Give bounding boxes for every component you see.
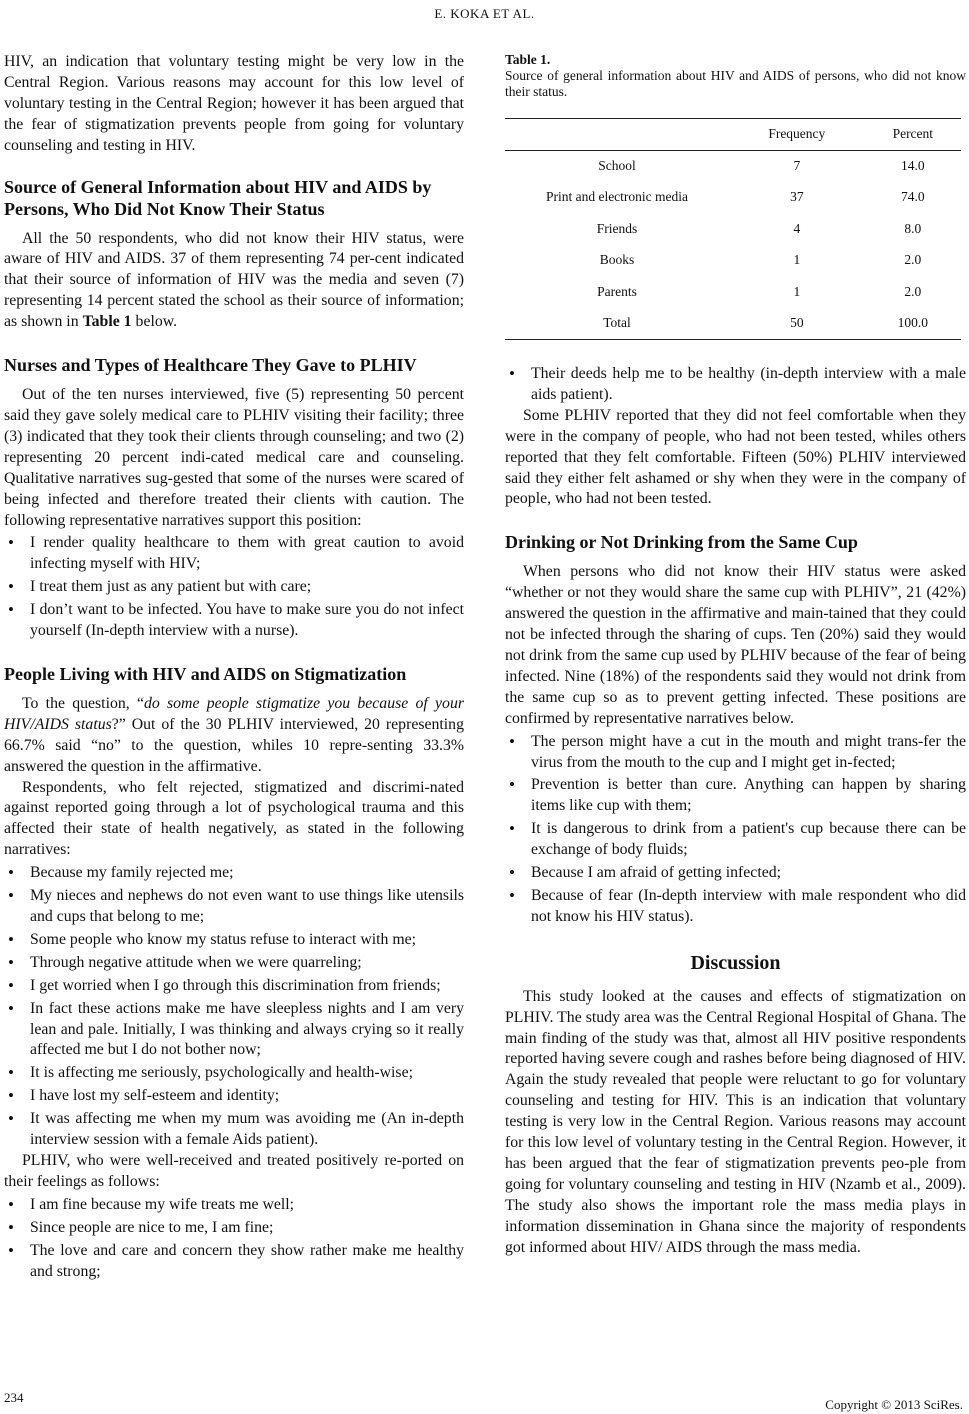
list-item: • I have lost my self-esteem and identity; [4, 1086, 464, 1107]
list-item: • Prevention is better than cure. Anything can happen by sharing items like cup with them; [505, 775, 966, 817]
table-row [505, 182, 961, 214]
list-item: • Their deeds help me to be healthy (in-depth interview with a male aids patient). [505, 364, 966, 406]
list-item: • My nieces and nephews do not even want to use things like utensils and cups that belong to me; [4, 886, 464, 928]
comfort-paragraph: Some PLHIV reported that they did not feel comfortable when they were in the company of people, who had not been tested, whiles others reported that they felt comfortable. Fifteen (50%) PLHIV interviewed said they either felt ashamed or shy when they were in the company of people, who had not been tested. [505, 406, 966, 508]
list-item: • I get worried when I go through this discrimination from friends; [4, 976, 464, 997]
section-heading-same-cup: Drinking or Not Drinking from the Same Cup [505, 532, 858, 553]
section-heading-source-info: Source of General Information about HIV and AIDS by Persons, Who Did Not Know Their Status [4, 176, 432, 219]
list-item: • Some people who know my status refuse to interact with me; [4, 930, 464, 951]
stigmatization-question-paragraph: To the question, “do some people stigmatize you because of your HIV/AIDS status?” Out of the 30 PLHIV interviewed, 20 representing 66.7% said “no” to the question, whiles 10 repre-senting 33.3% answered the question in the affirmative. [4, 694, 464, 775]
positive-narratives-list [4, 1195, 464, 1283]
running-head: E. KOKA ET AL. [434, 6, 535, 21]
table-row-total [505, 308, 961, 340]
list-item: • Through negative attitude when we were quarreling; [4, 953, 464, 974]
table-cell: 74.0 [901, 189, 925, 205]
list-item: • The love and care and concern they show rather make me healthy and strong; [4, 1241, 464, 1283]
table-header-cell: Percent [865, 119, 961, 151]
list-item: • In fact these actions make me have sleepless nights and I am very lean and pale. Initially, I was thinking and always crying so it really affected me but I do not bother now; [4, 999, 464, 1062]
table-cell: 100.0 [865, 308, 961, 340]
table-cell: Print and electronic media [545, 189, 689, 205]
table-1 [505, 118, 961, 340]
table-caption [505, 52, 966, 100]
intro-paragraph: HIV, an indication that voluntary testing might be very low in the Central Region. Various reasons may account for this low level of voluntary testing in the Central Region; however it has been argued that the fear of stigmatization prevents people from going for voluntary counseling and testing in HIV. [4, 53, 464, 154]
list-item: • Because my family rejected me; [4, 863, 464, 884]
question-italic: do some people stigmatize you because of your HIV/AIDS status [4, 694, 464, 733]
well-received-paragraph: PLHIV, who were well-received and treated positively re-ported on their feelings as follows: [4, 1151, 464, 1190]
list-item: • It is dangerous to drink from a patient's cup because there can be exchange of body fluids; [505, 819, 966, 861]
table-cell: Friends [596, 220, 638, 236]
table-cell: 4 [793, 220, 801, 236]
table-row [505, 245, 961, 277]
list-item: • I am fine because my wife treats me well; [4, 1195, 464, 1216]
table-row [505, 277, 961, 309]
stigma-narratives-list [4, 863, 464, 1151]
table-cell: 7 [793, 158, 801, 174]
table-cell: 8.0 [904, 220, 922, 236]
section-heading-discussion: Discussion [690, 951, 781, 974]
table-cell: Parents [597, 283, 637, 299]
table-cell: 14.0 [901, 158, 925, 174]
table-caption-text: Source of general information about HIV and AIDS of persons, who did not know their status. [505, 68, 966, 99]
same-cup-narratives-list [505, 732, 966, 928]
list-item: • Since people are nice to me, I am fine; [4, 1218, 464, 1239]
table-cell: 50 [729, 308, 865, 340]
table-cell: 2.0 [904, 252, 922, 268]
nurses-narratives-list [4, 533, 464, 642]
discussion-paragraph: This study looked at the causes and effects of stigmatization on PLHIV. The study area was the Central Regional Hospital of Ghana. The main finding of the study was that, almost all HIV positive respondents reported having severe cough and rashes before being diagnosed of HIV. Again the study revealed that people were reluctant to go for voluntary counseling and testing for HIV. This is an indication that voluntary testing is very low in the Central Region. Various reasons may account for this low level of voluntary testing in the Central Region. However, it has been argued that the fear of stigmatization prevents peo-ple from going for voluntary counseling and testing in HIV (Nzamb et al., 2009). The study also shows the important role the mass media plays in information dissemination in Ghana since the majority of respondents got informed about HIV/ AIDS through the mass media. [505, 987, 966, 1256]
table-cell: School [598, 158, 636, 174]
table-1-reference: Table 1 [82, 313, 132, 331]
table-cell: 1 [793, 252, 801, 268]
respondents-paragraph: Respondents, who felt rejected, stigmatized and discrimi-nated against reported going through a lot of psychological trauma and this affected their state of health negatively, as stated in the following narratives: [4, 778, 464, 859]
table-header-cell [505, 119, 729, 151]
list-item: • I treat them just as any patient but with care; [4, 577, 464, 598]
copyright-notice: Copyright © 2013 SciRes. [825, 1397, 963, 1412]
table-cell: 1 [793, 283, 801, 299]
nurses-paragraph: Out of the ten nurses interviewed, five (5) representing 50 percent said they gave solely medical care to PLHIV visiting their facility; three (3) indicated that they took their clients through counseling; and two (2) representing 20 percent indi-cated medical care and counseling. Qualitative narratives sug-gested that some of the nurses were scared of being infected and therefore treated their clients with caution. The following representative narratives support this position: [4, 386, 464, 529]
same-cup-paragraph: When persons who did not know their HIV status were asked “whether or not they would share the same cup with PLHIV”, 21 (42%) answered the question in the affirmative and main-tained that they could not be infected through the sharing of cups. Ten (20%) said they would not drink from the same cup used by PLHIV because of the fear of being infected. Nine (18%) of the respondents said they would not drink from the same cup so as to prevent getting infected. These positions are confirmed by representative narratives below. [505, 563, 966, 727]
table-header-cell: Frequency [729, 119, 865, 151]
source-info-paragraph: All the 50 respondents, who did not know their HIV status, were aware of HIV and AIDS. 37 of them representing 74 per-cent indicated that their source of information of HIV was the media and seven (7) representing 14 percent stated the school as their source of information; as shown in Table 1 below. [4, 229, 464, 331]
list-item: • I render quality healthcare to them with great caution to avoid infecting myself with HIV; [4, 533, 464, 575]
right-column [505, 52, 966, 1259]
table-cell: Total [505, 308, 729, 340]
table-cell: 37 [790, 189, 804, 205]
list-item: • It is affecting me seriously, psychologically and health-wise; [4, 1063, 464, 1084]
left-column [4, 52, 464, 1282]
page-number: 234 [4, 1390, 24, 1405]
list-item: • The person might have a cut in the mouth and might trans-fer the virus from the mouth to the cup and I might get in-fected; [505, 732, 966, 774]
table-row [505, 151, 961, 183]
list-item: • I don’t want to be infected. You have to make sure you do not infect yourself (In-depth interview with a nurse). [4, 600, 464, 642]
table-cell: Books [599, 252, 635, 268]
list-item: • It was affecting me when my mum was avoiding me (An in-depth interview session with a female Aids patient). [4, 1109, 464, 1151]
section-heading-nurses: Nurses and Types of Healthcare They Gave to PLHIV [4, 355, 417, 376]
table-row [505, 214, 961, 246]
table-cell: 2.0 [904, 283, 922, 299]
list-item: • Because of fear (In-depth interview with male respondent who did not know his HIV status). [505, 886, 966, 928]
table-header-row [505, 119, 961, 151]
top-narrative-list [505, 364, 966, 406]
table-caption-title: Table 1. [505, 52, 551, 67]
list-item: • Because I am afraid of getting infected; [505, 863, 966, 884]
section-heading-stigmatization: People Living with HIV and AIDS on Stigmatization [4, 663, 407, 684]
